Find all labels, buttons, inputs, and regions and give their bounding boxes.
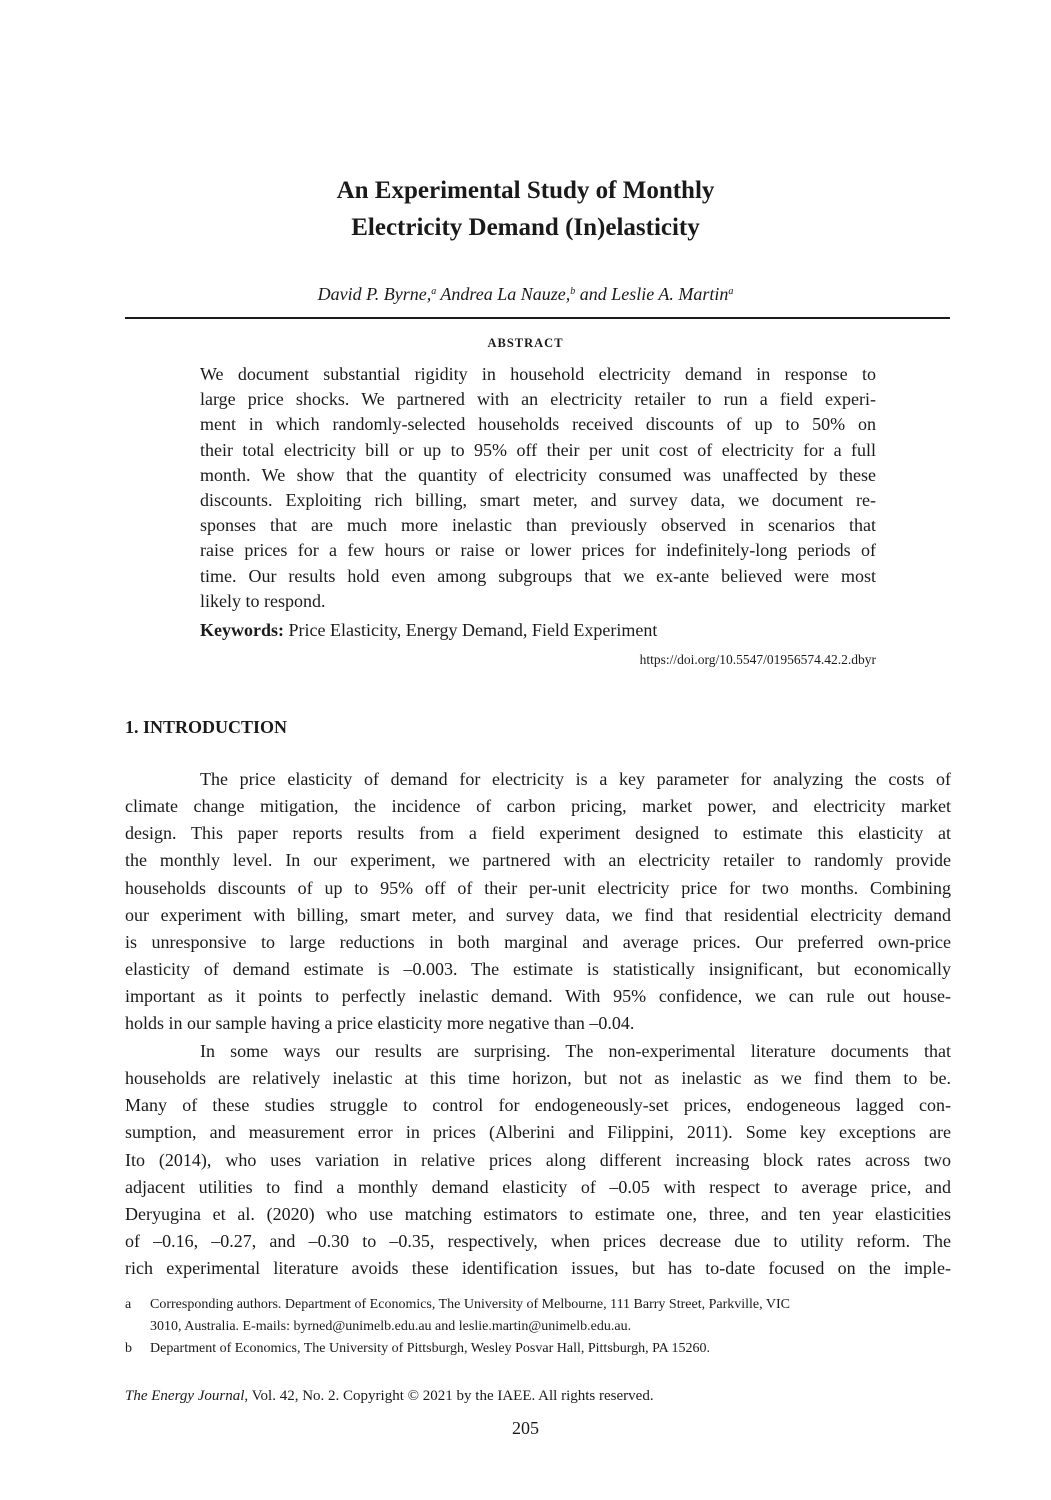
author-1: David P. Byrne, — [317, 284, 432, 304]
abstract-line: month. We show that the quantity of electricity consumed was unaffected by these — [200, 464, 876, 485]
paragraph-1 — [125, 766, 951, 1038]
abstract-line: large price shocks. We partnered with an electricity retailer to run a field experi- — [200, 389, 876, 410]
doi-link[interactable]: https://doi.org/10.5547/01956574.42.2.dbyr — [639, 652, 876, 667]
footnote-b-mark: b — [125, 1341, 132, 1356]
keywords — [200, 618, 876, 642]
abstract-line: We document substantial rigidity in household electricity demand in response to — [200, 364, 876, 384]
keywords-list: Price Elasticity, Energy Demand, Field Experiment — [284, 620, 658, 640]
body-line: households discounts of up to 95% off of their per-unit electricity price for two months. Combining — [125, 877, 951, 898]
abstract-line: discounts. Exploiting rich billing, smart meter, and survey data, we document re- — [200, 490, 876, 511]
body-line: Ito (2014), who uses variation in relative prices along different increasing block rates across two — [125, 1149, 951, 1170]
body-line: important as it points to perfectly inelastic demand. With 95% confidence, we can rule out house- — [125, 986, 951, 1007]
keywords-label: Keywords: — [200, 620, 284, 640]
abstract-line: time. Our results hold even among subgroups that we ex-ante believed were most — [200, 565, 876, 586]
abstract-body — [200, 362, 876, 614]
author-3-affiliation: a — [728, 286, 734, 297]
body-line: In some ways our results are surprising. The non-experimental literature documents that — [200, 1041, 951, 1061]
body-line: households are relatively inelastic at this time horizon, but not as inelastic as we find them to be. — [125, 1068, 951, 1089]
body-line: Deryugina et al. (2020) who use matching estimators to estimate one, three, and ten year elasticities — [125, 1203, 951, 1224]
body-line: holds in our sample having a price elasticity more negative than –0.04. — [125, 1013, 635, 1034]
body-line: is unresponsive to large reductions in both marginal and average prices. Our preferred own-price — [125, 931, 951, 952]
body-line: The price elasticity of demand for electricity is a key parameter for analyzing the costs of — [200, 769, 951, 789]
body-line: design. This paper reports results from a field experiment designed to estimate this elasticity at — [125, 823, 951, 844]
title-line-1: An Experimental Study of Monthly — [336, 177, 715, 204]
footnote-b-line-1: Department of Economics, The University of Pittsburgh, Wesley Posvar Hall, Pittsburgh, PA 15260. — [150, 1341, 711, 1356]
author-1-affiliation: a — [431, 286, 437, 297]
body-line: rich experimental literature avoids these identification issues, but has to-date focused on the imple- — [125, 1258, 951, 1279]
author-3: and Leslie A. Martin — [575, 284, 729, 304]
paragraph-2 — [125, 1038, 951, 1282]
abstract-line: their total electricity bill or up to 95% off their per unit cost of electricity for a full — [200, 439, 876, 460]
abstract-heading: ABSTRACT — [487, 336, 564, 350]
body-line: of –0.16, –0.27, and –0.30 to –0.35, respectively, when prices decrease due to utility reform. The — [125, 1231, 951, 1252]
journal-details: , Vol. 42, No. 2. Copyright © 2021 by the IAEE. All rights reserved. — [244, 1388, 654, 1404]
abstract-line: raise prices for a few hours or raise or lower prices for indefinitely-long periods of — [200, 540, 876, 561]
journal-name: The Energy Journal — [125, 1388, 245, 1404]
abstract-line: ment in which randomly-selected households received discounts of up to 50% on — [200, 414, 876, 435]
body-line: adjacent utilities to find a monthly demand elasticity of –0.05 with respect to average price, and — [125, 1176, 951, 1197]
author-2-affiliation: b — [570, 286, 576, 297]
abstract-line: likely to respond. — [200, 590, 326, 611]
body-line: our experiment with billing, smart meter, and survey data, we find that residential electricity demand — [125, 904, 951, 925]
footnote-a — [125, 1294, 951, 1338]
body-line: Many of these studies struggle to control for endogeneously-set prices, endogeneous lagged con- — [125, 1095, 951, 1116]
body-line: elasticity of demand estimate is –0.003. The estimate is statistically insignificant, but economically — [125, 959, 951, 980]
footnote-a-line-2: 3010, Australia. E-mails: byrned@unimelb.edu.au and leslie.martin@unimelb.edu.au. — [150, 1319, 632, 1334]
paper-title — [0, 172, 1051, 246]
author-list — [0, 282, 1051, 306]
body-line: sumption, and measurement error in prices (Alberini and Filippini, 2011). Some key exceptions are — [125, 1122, 951, 1143]
page-number: 205 — [512, 1418, 539, 1438]
author-2: Andrea La Nauze, — [436, 284, 571, 304]
section-heading: 1. INTRODUCTION — [125, 717, 288, 737]
title-line-2: Electricity Demand (In)elasticity — [351, 214, 700, 241]
header-divider — [125, 317, 950, 319]
footnote-a-line-1: Corresponding authors. Department of Economics, The University of Melbourne, 111 Barry Street, Parkville, VIC — [150, 1297, 790, 1312]
body-line: climate change mitigation, the incidence of carbon pricing, market power, and electricity market — [125, 796, 951, 817]
journal-citation — [125, 1386, 654, 1406]
footnote-a-mark: a — [125, 1297, 132, 1312]
abstract-line: sponses that are much more inelastic than previously observed in scenarios that — [200, 515, 876, 536]
body-line: the monthly level. In our experiment, we partnered with an electricity retailer to randomly provide — [125, 850, 951, 871]
footnote-b — [125, 1338, 951, 1360]
